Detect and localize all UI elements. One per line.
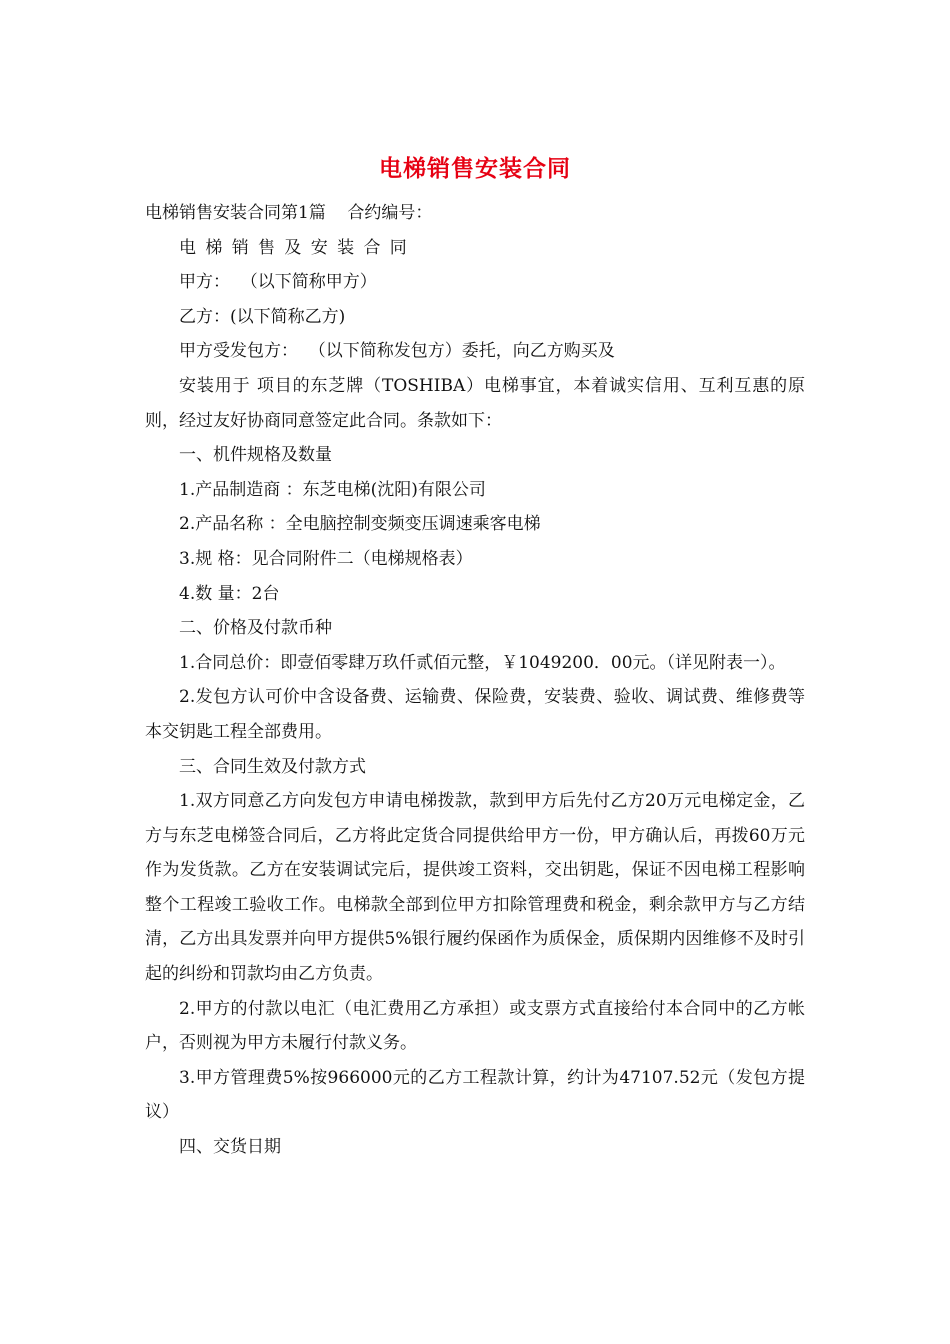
paragraph: 1.合同总价：即壹佰零肆万玖仟贰佰元整，￥1049200．00元。（详见附表一）。: [179, 652, 786, 673]
document-body: [145, 196, 805, 1165]
paragraph: 电梯销售安装合同第1篇 合约编号：: [145, 203, 433, 223]
paragraph: 三、合同生效及付款方式: [179, 756, 366, 777]
document-title: 电梯销售安装合同: [379, 156, 571, 182]
paragraph: 甲方： （以下简称甲方）: [179, 272, 377, 293]
paragraph: 4.数 量：2台: [179, 583, 280, 604]
paragraph: 四、交货日期: [179, 1137, 281, 1158]
paragraph: 安装用于 项目的东芝牌（TOSHIBA）电梯事宜，本着诚实信用、互利互惠的原则，经过友好协商同意签定此合同。条款如下：: [145, 375, 805, 431]
paragraph: 二、价格及付款币种: [179, 618, 332, 639]
paragraph: 电梯销售及安装合同: [179, 237, 417, 258]
paragraph: 乙方：(以下简称乙方): [179, 306, 346, 327]
paragraph: 1.双方同意乙方向发包方申请电梯拨款，款到甲方后先付乙方20万元电梯定金，乙方与东芝电梯签合同后，乙方将此定货合同提供给甲方一份，甲方确认后，再拨60万元作为发货款。乙方在安装调试完后，提供竣工资料，交出钥匙，保证不因电梯工程影响整个工程竣工验收工作。电梯款全部到位甲方扣除管理费和税金，剩余款甲方与乙方结清，乙方出具发票并向甲方提供5%银行履约保函作为质保金，质保期内因维修不及时引起的纠纷和罚款均由乙方负责。: [145, 791, 805, 985]
paragraph: 3.甲方管理费5%按966000元的乙方工程款计算，约计为47107.52元（发包方提议）: [145, 1067, 805, 1123]
paragraph: 2.发包方认可价中含设备费、运输费、保险费，安装费、验收、调试费、维修费等本交钥匙工程全部费用。: [145, 687, 805, 742]
paragraph: 甲方受发包方： （以下简称发包方）委托，向乙方购买及: [179, 341, 615, 362]
paragraph: 3.规 格：见合同附件二（电梯规格表）: [179, 548, 473, 569]
paragraph: 2.产品名称 ：全电脑控制变频变压调速乘客电梯: [179, 514, 541, 535]
paragraph: 一、机件规格及数量: [179, 445, 332, 466]
paragraph: 1.产品制造商 ：东芝电梯(沈阳)有限公司: [179, 479, 486, 500]
paragraph: 2.甲方的付款以电汇（电汇费用乙方承担）或支票方式直接给付本合同中的乙方帐户，否则视为甲方未履行付款义务。: [145, 998, 805, 1054]
